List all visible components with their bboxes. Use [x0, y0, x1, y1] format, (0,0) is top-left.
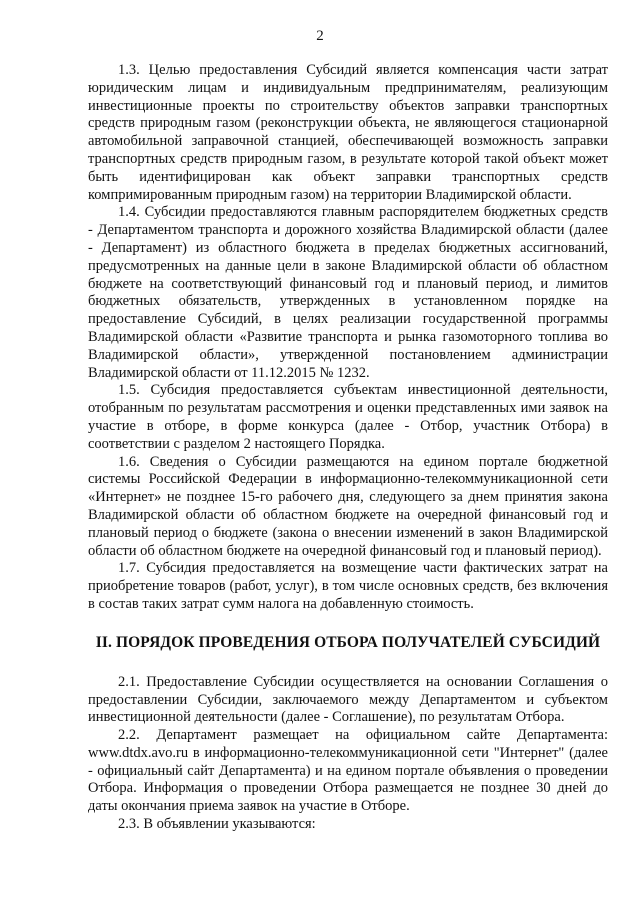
- section-2-heading: II. ПОРЯДОК ПРОВЕДЕНИЯ ОТБОРА ПОЛУЧАТЕЛЕЙ СУБСИДИЙ: [95, 633, 601, 651]
- paragraph-2-3: 2.3. В объявлении указываются:: [118, 816, 316, 833]
- paragraph-1-4: 1.4. Субсидии предоставляются главным распорядителем бюджетных средств - Департаментом транспорта и дорожного хозяйства Владимирской области (далее - Департамент) из областного бюджета в пределах бюджетных ассигнований, предусмотренных на данные цели в законе Владимирской области об областном бюджете на соответствующий финансовый год и плановый период, и лимитов бюджетных обязательств, утвержденных в установленном порядке на предоставление Субсидий, в целях реализации государственной программы Владимирской области «Развитие транспорта и рынка газомоторного топлива во Владимирской области», утвержденной постановлением администрации Владимирской области от 11.12.2015 № 1232.: [88, 204, 608, 381]
- document-body: [88, 62, 608, 834]
- paragraph-1-7: 1.7. Субсидия предоставляется на возмещение части фактических затрат на приобретение товаров (работ, услуг), в том числе основных средств, без включения в состав таких затрат сумм налога на добавленную стоимость.: [88, 560, 608, 612]
- paragraph-1-6: 1.6. Сведения о Субсидии размещаются на едином портале бюджетной системы Российской Федерации в информационно-телекоммуникационной сети «Интернет» не позднее 15-го рабочего дня, следующего за днем принятия закона Владимирской области об областном бюджете на очередной финансовый год и плановый период о бюджете (закона о внесении изменений в закон Владимирской области об областном бюджете на очередной финансовый год и плановый период).: [88, 453, 608, 559]
- paragraph-2-2: 2.2. Департамент размещает на официальном сайте Департамента: www.dtdx.avo.ru в информационно-телекоммуникационной сети "Интернет" (далее - официальный сайт Департамента) и на едином портале объявления о проведении Отбора. Информация о проведении Отбора размещается не позднее 30 дней до даты окончания приема заявок на участие в Отборе.: [88, 727, 608, 815]
- page-number: 2: [316, 28, 324, 44]
- paragraph-1-3: 1.3. Целью предоставления Субсидий является компенсация части затрат юридическим лицам и индивидуальным предпринимателям, реализующим инвестиционные проекты по строительству объектов заправки транспортных средств природным газом (реконструкции объекта, не являющегося стационарной автомобильной заправочной станцией, обеспечивающей возможность заправки транспортных средств природным газом, в результате которой такой объект может быть идентифицирован как объект заправки транспортных средств компримированным природным газом) на территории Владимирской области.: [88, 62, 608, 203]
- paragraph-1-5: 1.5. Субсидия предоставляется субъектам инвестиционной деятельности, отобранным по результатам рассмотрения и оценки представленных ими заявок на участие в отборе, в форме конкурса (далее - Отбор, участник Отбора) в соответствии с разделом 2 настоящего Порядка.: [88, 382, 608, 452]
- paragraph-2-1: 2.1. Предоставление Субсидии осуществляется на основании Соглашения о предоставлении Субсидии, заключаемого между Департаментом и субъектом инвестиционной деятельности (далее - Соглашение), по результатам Отбора.: [88, 673, 608, 726]
